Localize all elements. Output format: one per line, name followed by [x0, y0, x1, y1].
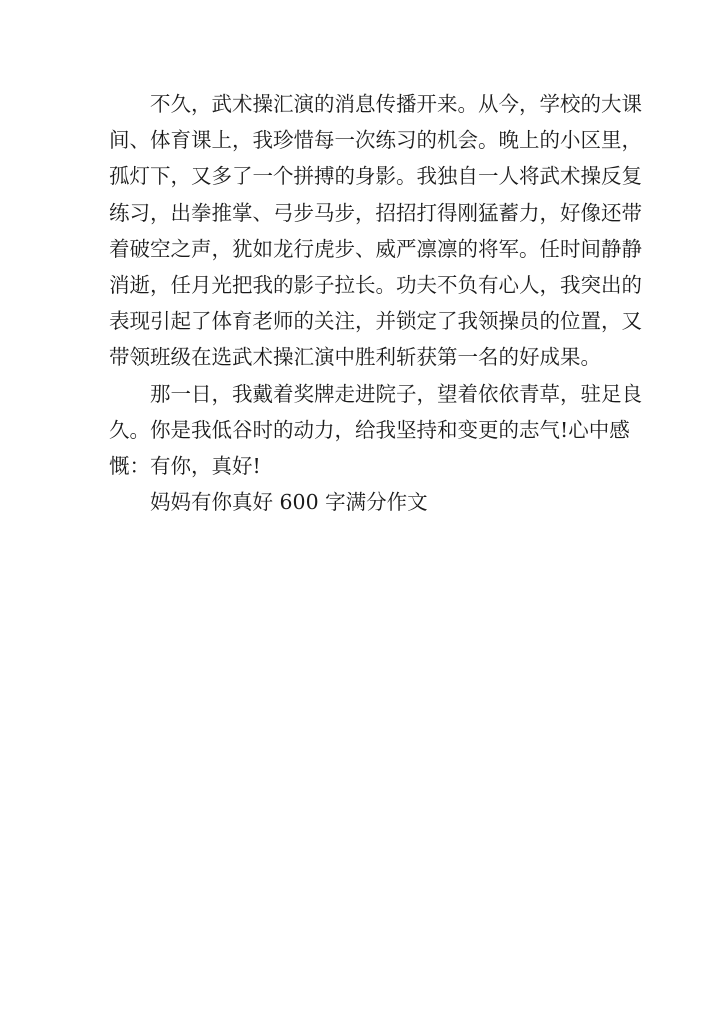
paragraph-line: 不久，武术操汇演的消息传播开来。从今，学校的大课 — [150, 92, 642, 116]
paragraph-line: 慨：有你，真好! — [109, 453, 261, 478]
paragraph-2 — [109, 376, 642, 485]
paragraph-line: 表现引起了体育老师的关注，并锁定了我领操员的位置，又 — [109, 309, 642, 334]
paragraph-line: 间、体育课上，我珍惜每一次练习的机会。晚上的小区里， — [109, 128, 642, 153]
paragraph-line: 着破空之声，犹如龙行虎步、威严凛凛的将军。任时间静静 — [109, 236, 642, 261]
paragraph-1 — [109, 86, 642, 376]
paragraph-line: 久。你是我低谷时的动力，给我坚持和变更的志气!心中感 — [109, 417, 630, 442]
paragraph-line: 带领班级在选武术操汇演中胜利斩获第一名的好成果。 — [109, 345, 601, 370]
paragraph-line: 练习，出拳推掌、弓步马步，招招打得刚猛蓄力，好像还带 — [109, 200, 642, 225]
paragraph-line: 孤灯下，又多了一个拼搏的身影。我独自一人将武术操反复 — [109, 164, 642, 189]
paragraph-line: 那一日，我戴着奖牌走进院子，望着依依青草，驻足良 — [150, 381, 642, 406]
footer-title: 妈妈有你真好 600 字满分作文 — [150, 490, 428, 515]
paragraph-line: 消逝，任月光把我的影子拉长。功夫不负有心人，我突出的 — [109, 272, 642, 297]
document-body — [109, 86, 642, 520]
